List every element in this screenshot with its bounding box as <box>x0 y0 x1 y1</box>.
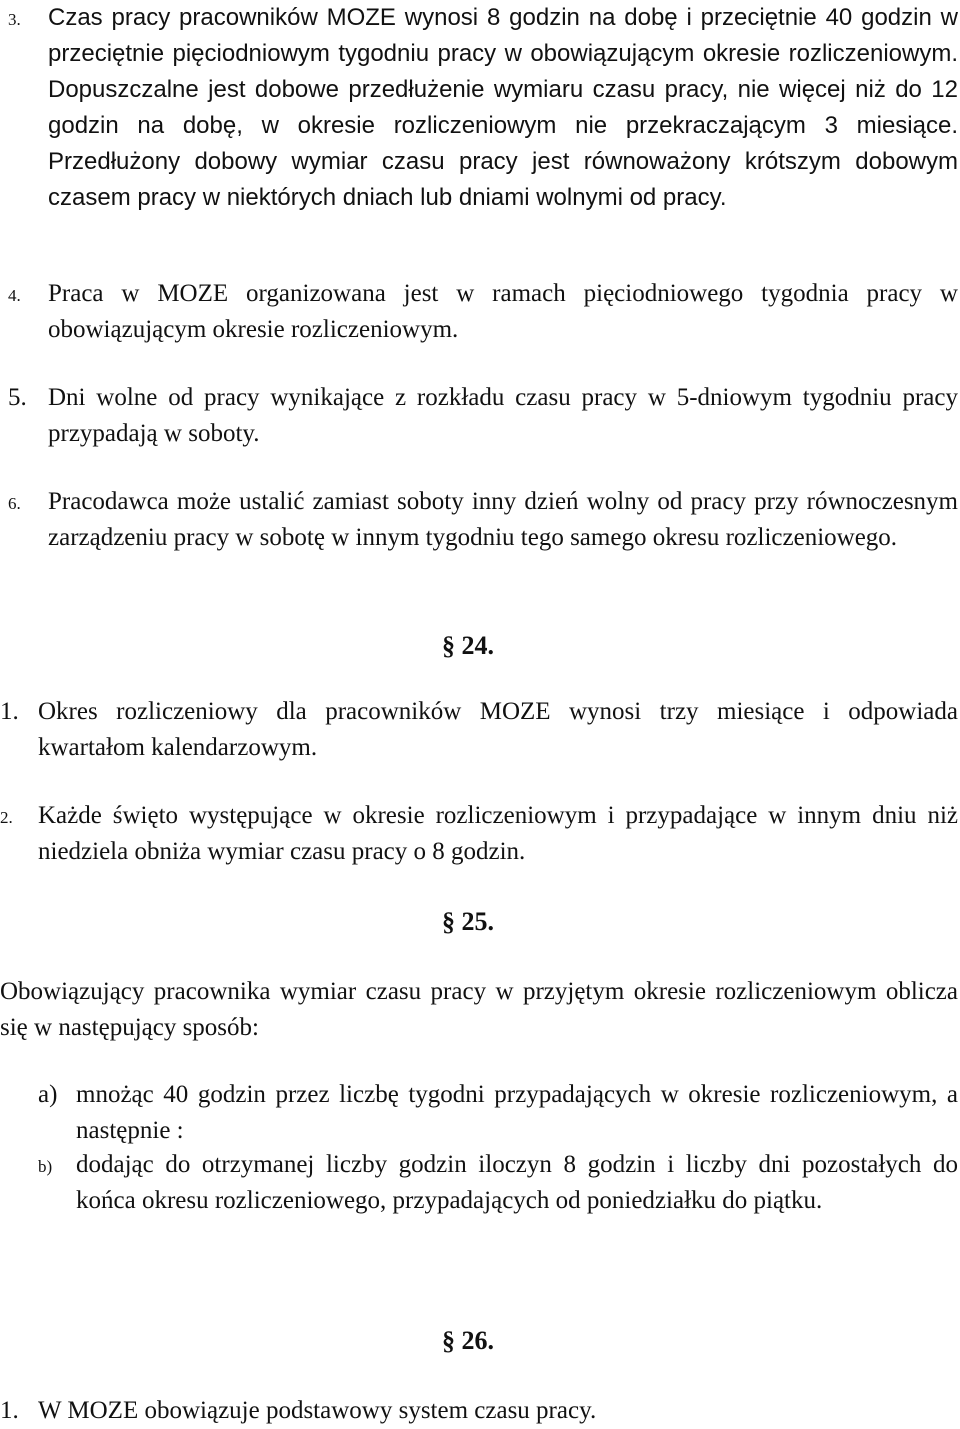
list-item-text: Dni wolne od pracy wynikające z rozkładu czasu pracy w 5-dniowym tygodniu pracy przypadają w soboty. <box>48 384 958 447</box>
sec25-item-a <box>38 1077 958 1149</box>
list-item-text: W MOZE obowiązuje podstawowy system czasu pracy. <box>38 1397 597 1424</box>
list-item-4 <box>8 276 958 348</box>
sec25-intro: Obowiązujący pracownika wymiar czasu pracy w przyjętym okresie rozliczeniowym oblicza się w następujący sposób: <box>0 978 958 1041</box>
list-item-number: 5. <box>8 384 27 411</box>
sec26-item-1 <box>0 1393 958 1429</box>
section-heading-25: § 25. <box>442 907 494 936</box>
section-heading-26: § 26. <box>442 1326 494 1355</box>
list-item-number: 4. <box>8 286 21 305</box>
list-item-3 <box>8 0 958 216</box>
sec24-item-1 <box>0 694 958 766</box>
list-item-text: Pracodawca może ustalić zamiast soboty inny dzień wolny od pracy przy równoczesnym zarządzeniu pracy w sobotę w innym tygodniu tego samego okresu rozliczeniowego. <box>48 488 958 551</box>
list-item-6 <box>8 484 958 556</box>
list-item-text: Okres rozliczeniowy dla pracowników MOZE wynosi trzy miesiące i odpowiada kwartałom kalendarzowym. <box>38 698 958 761</box>
list-item-text: mnożąc 40 godzin przez liczbę tygodni przypadających w okresie rozliczeniowym, a następnie : <box>76 1081 958 1144</box>
sec25-item-b <box>38 1147 958 1219</box>
list-item-text: Czas pracy pracowników MOZE wynosi 8 godzin na dobę i przeciętnie 40 godzin w przeciętnie pięciodniowym tygodniu pracy w obowiązującym okresie rozliczeniowym. Dopuszczalne jest dobowe przedłużenie wymiaru czasu pracy, nie więcej niż do 12 godzin na dobę, w okresie rozliczeniowym nie przekraczającym 3 miesiące. Przedłużony dobowy wymiar czasu pracy jest równoważony krótszym dobowym czasem pracy w niektórych dniach lub dniami wolnymi od pracy. <box>48 4 958 211</box>
list-item-label: a) <box>38 1081 58 1108</box>
list-item-text: Praca w MOZE organizowana jest w ramach pięciodniowego tygodnia pracy w obowiązującym okresie rozliczeniowym. <box>48 280 958 343</box>
section-heading-24: § 24. <box>442 631 494 660</box>
list-item-text: dodając do otrzymanej liczby godzin iloczyn 8 godzin i liczby dni pozostałych do końca okresu rozliczeniowego, przypadających od poniedziałku do piątku. <box>76 1151 958 1214</box>
list-item-number: 1. <box>0 698 19 725</box>
list-item-number: 3. <box>8 10 21 29</box>
list-item-5 <box>8 380 958 452</box>
list-item-number: 1. <box>0 1397 19 1424</box>
list-item-number: 2. <box>0 808 13 827</box>
list-item-number: 6. <box>8 494 21 513</box>
list-item-label: b) <box>38 1157 53 1176</box>
sec24-item-2 <box>0 798 958 870</box>
list-item-text: Każde święto występujące w okresie rozliczeniowym i przypadające w innym dniu niż niedziela obniża wymiar czasu pracy o 8 godzin. <box>38 802 958 865</box>
